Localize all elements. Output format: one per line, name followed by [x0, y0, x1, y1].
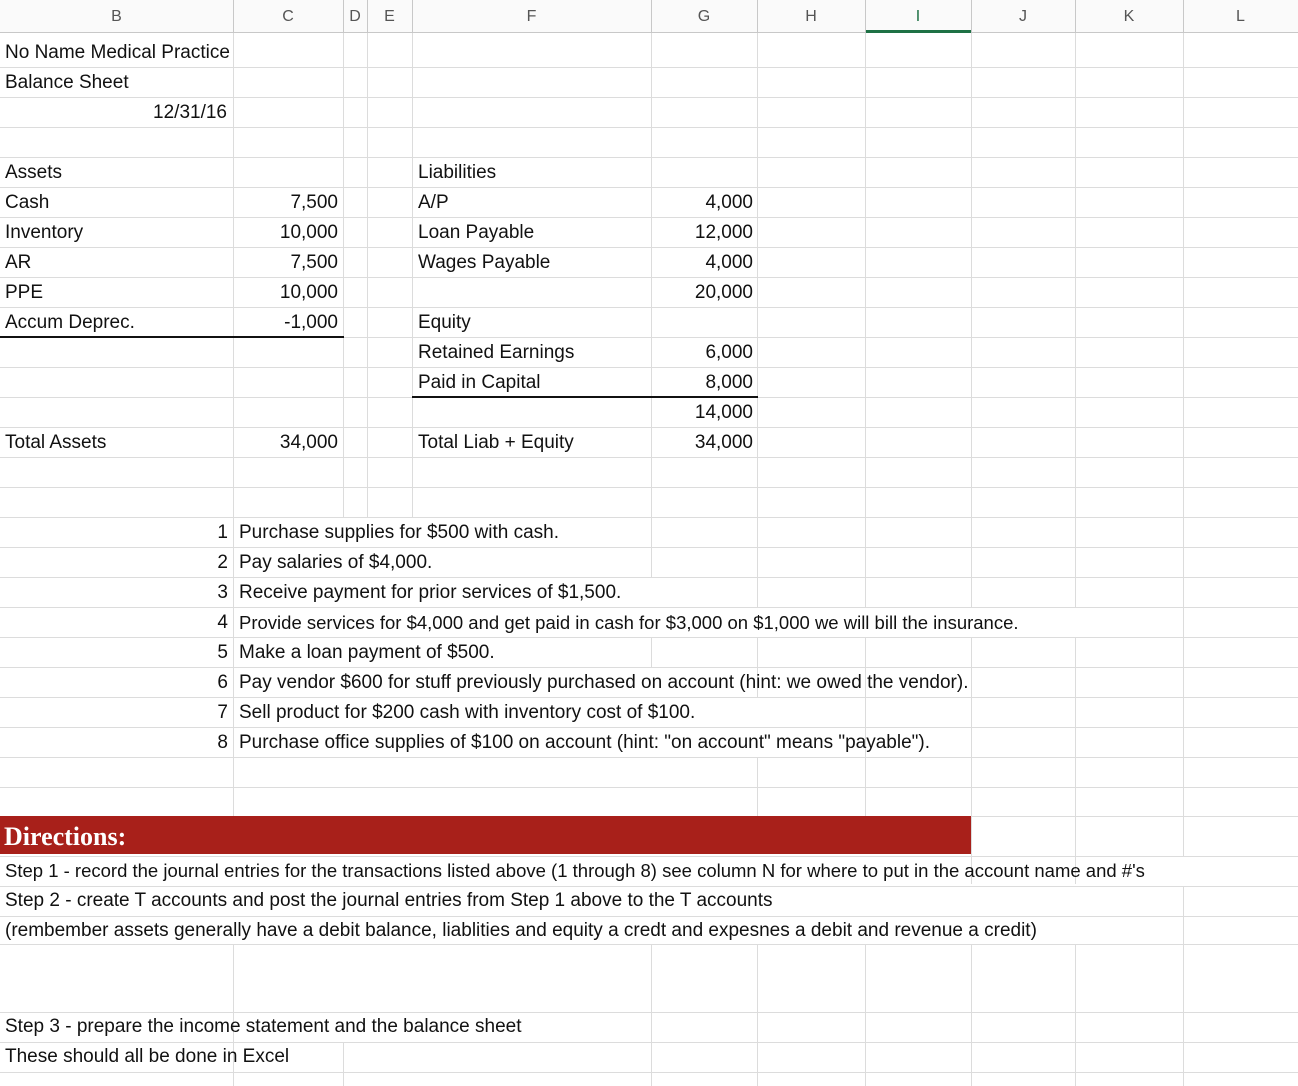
equity-label-paid-in-capital: Paid in Capital	[418, 372, 541, 393]
gridline-vertical	[343, 1042, 344, 1086]
liabilities-heading: Liabilities	[418, 162, 497, 183]
header-separator	[1075, 0, 1076, 33]
asset-value-ppe: 10,000	[279, 282, 338, 303]
asset-value-ar: 7,500	[290, 252, 338, 273]
transaction-number: 3	[217, 582, 228, 603]
liability-label-loan-payable: Loan Payable	[418, 222, 535, 243]
transaction-text: Provide services for $4,000 and get paid in cash for $3,000 on $1,000 we will bill the insurance.	[239, 612, 1019, 633]
directions-step-1: Step 1 - record the journal entries for the transactions listed above (1 through 8) see column N for where to put in the account name and #'s	[5, 860, 1145, 881]
asset-label-accum-deprec: Accum Deprec.	[5, 312, 135, 333]
transaction-number: 2	[217, 552, 228, 573]
gridline-horizontal	[0, 457, 1298, 458]
gridline-horizontal	[0, 517, 1298, 518]
asset-label-cash: Cash	[5, 192, 50, 213]
equity-label-retained-earnings: Retained Earnings	[418, 342, 575, 363]
liabilities-subtotal: 20,000	[694, 282, 753, 303]
asset-label-ppe: PPE	[5, 282, 44, 303]
gridline-horizontal	[0, 1072, 1298, 1073]
directions-step-3: Step 3 - prepare the income statement and the balance sheet	[5, 1016, 522, 1037]
gridline-horizontal	[0, 547, 1298, 548]
company-name: No Name Medical Practice	[5, 42, 230, 63]
gridline-horizontal	[0, 577, 1298, 578]
gridline-horizontal	[0, 187, 1298, 188]
gridline-vertical	[865, 944, 866, 1086]
equity-subtotal: 14,000	[694, 402, 753, 423]
directions-step-3-note: These should all be done in Excel	[5, 1046, 290, 1067]
equity-heading: Equity	[418, 312, 471, 333]
assets-underline	[0, 336, 344, 338]
column-header-b[interactable]: B	[111, 8, 122, 25]
gridline-vertical	[1075, 637, 1076, 884]
transaction-number: 4	[217, 612, 228, 633]
assets-heading: Assets	[5, 162, 63, 183]
header-separator	[971, 0, 972, 33]
column-header-k[interactable]: K	[1123, 8, 1135, 25]
gridline-vertical	[865, 33, 866, 607]
transaction-number: 1	[217, 522, 228, 543]
total-assets-label: Total Assets	[5, 432, 107, 453]
column-header-h[interactable]: H	[805, 8, 817, 25]
liability-label-wages-payable: Wages Payable	[418, 252, 551, 273]
transaction-text: Pay vendor $600 for stuff previously purchased on account (hint: we owed the vendor).	[239, 672, 969, 693]
equity-value-retained-earnings: 6,000	[705, 342, 753, 363]
header-separator	[865, 0, 866, 33]
transaction-text: Make a loan payment of $500.	[239, 642, 495, 663]
gridline-vertical	[1075, 944, 1076, 1086]
sheet-title: Balance Sheet	[5, 72, 129, 93]
transaction-number: 6	[217, 672, 228, 693]
gridline-horizontal	[0, 217, 1298, 218]
gridline-horizontal	[0, 427, 1298, 428]
header-separator	[412, 0, 413, 33]
gridline-vertical	[971, 944, 972, 1086]
directions-banner	[0, 816, 971, 854]
header-separator	[343, 0, 344, 33]
gridline-horizontal	[0, 247, 1298, 248]
directions-note: (rembember assets generally have a debit balance, liablities and equity a credt and expesnes a debit and revenue a credit)	[5, 920, 1037, 941]
gridline-vertical	[233, 33, 234, 816]
total-liab-equity-value: 34,000	[694, 432, 753, 453]
equity-value-paid-in-capital: 8,000	[705, 372, 753, 393]
header-separator	[757, 0, 758, 33]
asset-label-ar: AR	[5, 252, 32, 273]
header-separator	[1183, 0, 1184, 33]
gridline-vertical	[343, 33, 344, 517]
column-header-g[interactable]: G	[697, 8, 711, 25]
header-separator	[233, 0, 234, 33]
column-header-c[interactable]: C	[282, 8, 294, 25]
transaction-number: 8	[217, 732, 228, 753]
gridline-vertical	[757, 944, 758, 1086]
column-header-j[interactable]: J	[1019, 8, 1027, 25]
asset-value-cash: 7,500	[290, 192, 338, 213]
gridline-vertical	[412, 33, 413, 517]
column-header-f[interactable]: F	[526, 8, 537, 25]
asset-label-inventory: Inventory	[5, 222, 84, 243]
asset-value-accum-deprec: -1,000	[284, 312, 338, 333]
gridline-vertical	[971, 33, 972, 607]
gridline-vertical	[651, 944, 652, 1086]
transaction-text: Pay salaries of $4,000.	[239, 552, 433, 573]
column-header-e[interactable]: E	[384, 8, 395, 25]
transaction-text: Purchase office supplies of $100 on account (hint: "on account" means "payable").	[239, 732, 930, 753]
column-header-l[interactable]: L	[1236, 8, 1245, 25]
total-liab-equity-label: Total Liab + Equity	[418, 432, 574, 453]
gridline-horizontal	[0, 307, 1298, 308]
gridline-horizontal	[0, 277, 1298, 278]
gridline-horizontal	[0, 487, 1298, 488]
transaction-text: Receive payment for prior services of $1,500.	[239, 582, 622, 603]
gridline-vertical	[651, 637, 652, 667]
column-header-i-selected[interactable]: I	[865, 0, 971, 33]
gridline-horizontal	[0, 367, 1298, 368]
header-separator	[367, 0, 368, 33]
directions-step-2: Step 2 - create T accounts and post the journal entries from Step 1 above to the T accounts	[5, 890, 773, 911]
balance-sheet-date: 12/31/16	[153, 102, 227, 123]
transaction-text: Purchase supplies for $500 with cash.	[239, 522, 560, 543]
asset-value-inventory: 10,000	[279, 222, 338, 243]
total-assets-value: 34,000	[279, 432, 338, 453]
liability-value-loan-payable: 12,000	[694, 222, 753, 243]
transaction-text: Sell product for $200 cash with inventory cost of $100.	[239, 702, 696, 723]
gridline-vertical	[1075, 33, 1076, 607]
gridline-vertical	[367, 33, 368, 517]
liability-value-ap: 4,000	[705, 192, 753, 213]
gridline-vertical	[757, 33, 758, 607]
liability-label-ap: A/P	[418, 192, 449, 213]
column-header-d[interactable]: D	[349, 8, 361, 25]
transaction-number: 5	[217, 642, 228, 663]
gridline-horizontal	[0, 157, 1298, 158]
liability-value-wages-payable: 4,000	[705, 252, 753, 273]
directions-title: Directions:	[4, 822, 127, 851]
transaction-number: 7	[217, 702, 228, 723]
header-separator	[651, 0, 652, 33]
gridline-horizontal	[0, 787, 1298, 788]
